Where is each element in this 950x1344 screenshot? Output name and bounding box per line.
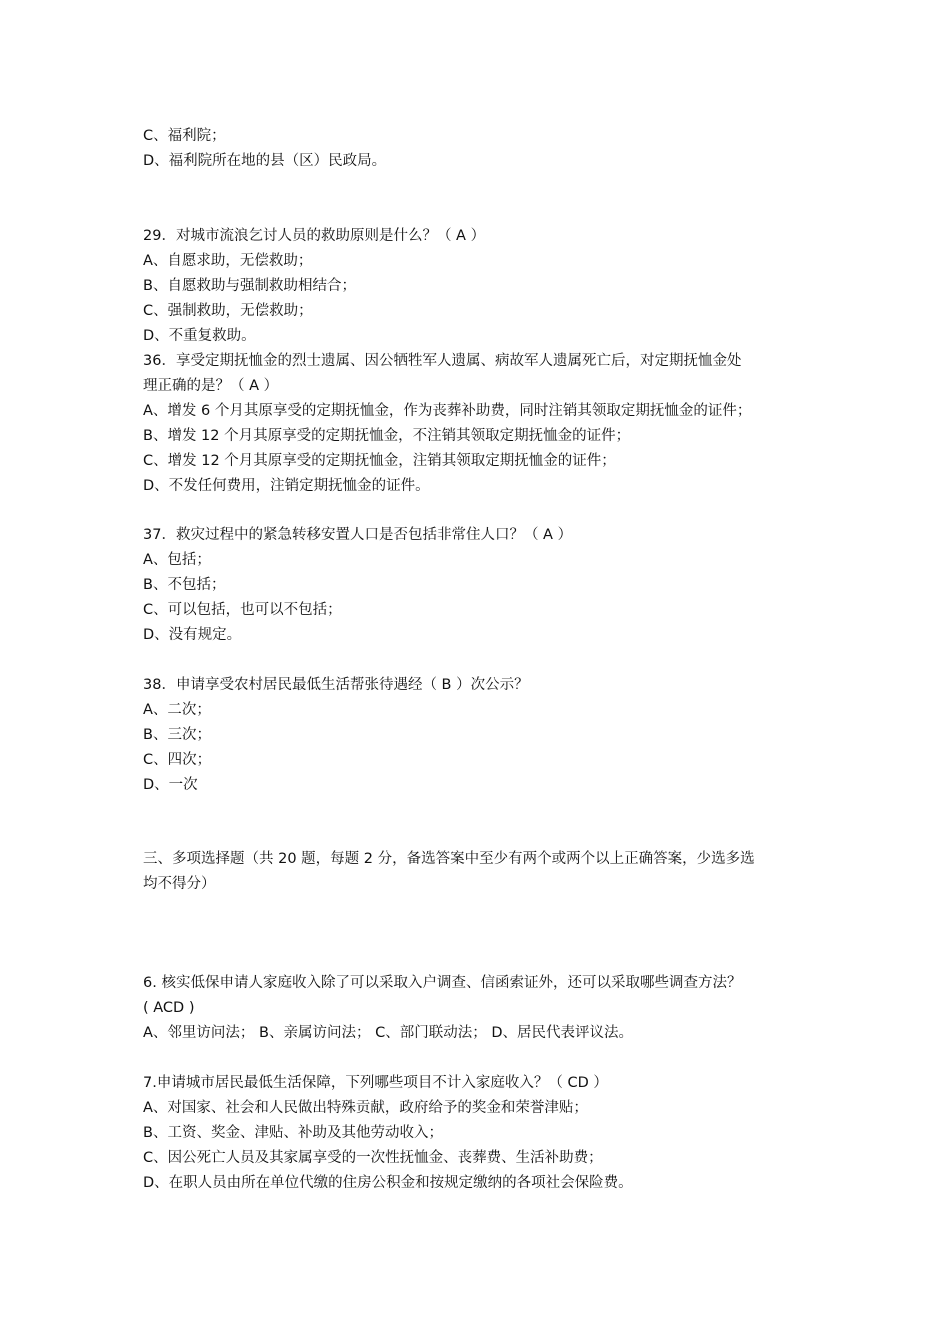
- question-38: 38．申请享受农村居民最低生活帮张待遇经（ B ）次公示？: [143, 677, 529, 693]
- question-36-line1: 36．享受定期抚恤金的烈士遗属、因公牺牲军人遗属、病故军人遗属死亡后，对定期抚恤金处: [143, 353, 742, 369]
- option-b-q36: B、增发 12 个月其原享受的定期抚恤金，不注销其领取定期抚恤金的证件；: [143, 428, 631, 444]
- option-b-q38: B、三次；: [143, 727, 211, 743]
- options-q6: A、邻里访问法； B、亲属访问法； C、部门联动法； D、居民代表评议法。: [143, 1025, 633, 1041]
- option-b-q37: B、不包括；: [143, 577, 226, 593]
- option-c-q28: C、福利院；: [143, 128, 226, 144]
- question-36-line2: 理正确的是？（ A ）: [143, 378, 279, 394]
- option-a-q38: A、二次；: [143, 702, 211, 718]
- option-b-q7: B、工资、奖金、津贴、补助及其他劳动收入；: [143, 1125, 443, 1141]
- option-a-q37: A、包括；: [143, 552, 211, 568]
- question-29: 29．对城市流浪乞讨人员的救助原则是什么？（ A ）: [143, 228, 486, 244]
- option-c-q7: C、因公死亡人员及其家属享受的一次性抚恤金、丧葬费、生活补助费；: [143, 1150, 603, 1166]
- option-d-q28: D、福利院所在地的县（区）民政局。: [143, 153, 387, 169]
- option-d-q29: D、不重复救助。: [143, 328, 256, 344]
- option-b-q29: B、自愿救助与强制救助相结合；: [143, 278, 356, 294]
- option-c-q37: C、可以包括，也可以不包括；: [143, 602, 342, 618]
- question-6-line1: 6. 核实低保申请人家庭收入除了可以采取入户调查、信函索证外，还可以采取哪些调查方法？: [143, 975, 742, 991]
- option-c-q29: C、强制救助，无偿救助；: [143, 303, 313, 319]
- question-6-line2: ( ACD ): [143, 1000, 195, 1016]
- section-heading-line2: 均不得分）: [143, 876, 216, 892]
- option-d-q37: D、没有规定。: [143, 627, 242, 643]
- option-a-q29: A、自愿求助，无偿救助；: [143, 253, 313, 269]
- question-37: 37．救灾过程中的紧急转移安置人口是否包括非常住人口？（ A ）: [143, 527, 573, 543]
- option-d-q38: D、一次: [143, 777, 198, 793]
- option-c-q36: C、增发 12 个月其原享受的定期抚恤金，注销其领取定期抚恤金的证件；: [143, 453, 616, 469]
- section-heading-line1: 三、多项选择题（共 20 题，每题 2 分，备选答案中至少有两个或两个以上正确答案，少选多选: [143, 851, 755, 867]
- question-7: 7.申请城市居民最低生活保障，下列哪些项目不计入家庭收入？（ CD ）: [143, 1075, 608, 1091]
- option-a-q36: A、增发 6 个月其原享受的定期抚恤金，作为丧葬补助费，同时注销其领取定期抚恤金的证件；: [143, 403, 752, 419]
- option-a-q7: A、对国家、社会和人民做出特殊贡献，政府给予的奖金和荣誉津贴；: [143, 1100, 588, 1116]
- option-d-q7: D、在职人员由所在单位代缴的住房公积金和按规定缴纳的各项社会保险费。: [143, 1175, 633, 1191]
- option-c-q38: C、四次；: [143, 752, 212, 768]
- option-d-q36: D、不发任何费用，注销定期抚恤金的证件。: [143, 478, 430, 494]
